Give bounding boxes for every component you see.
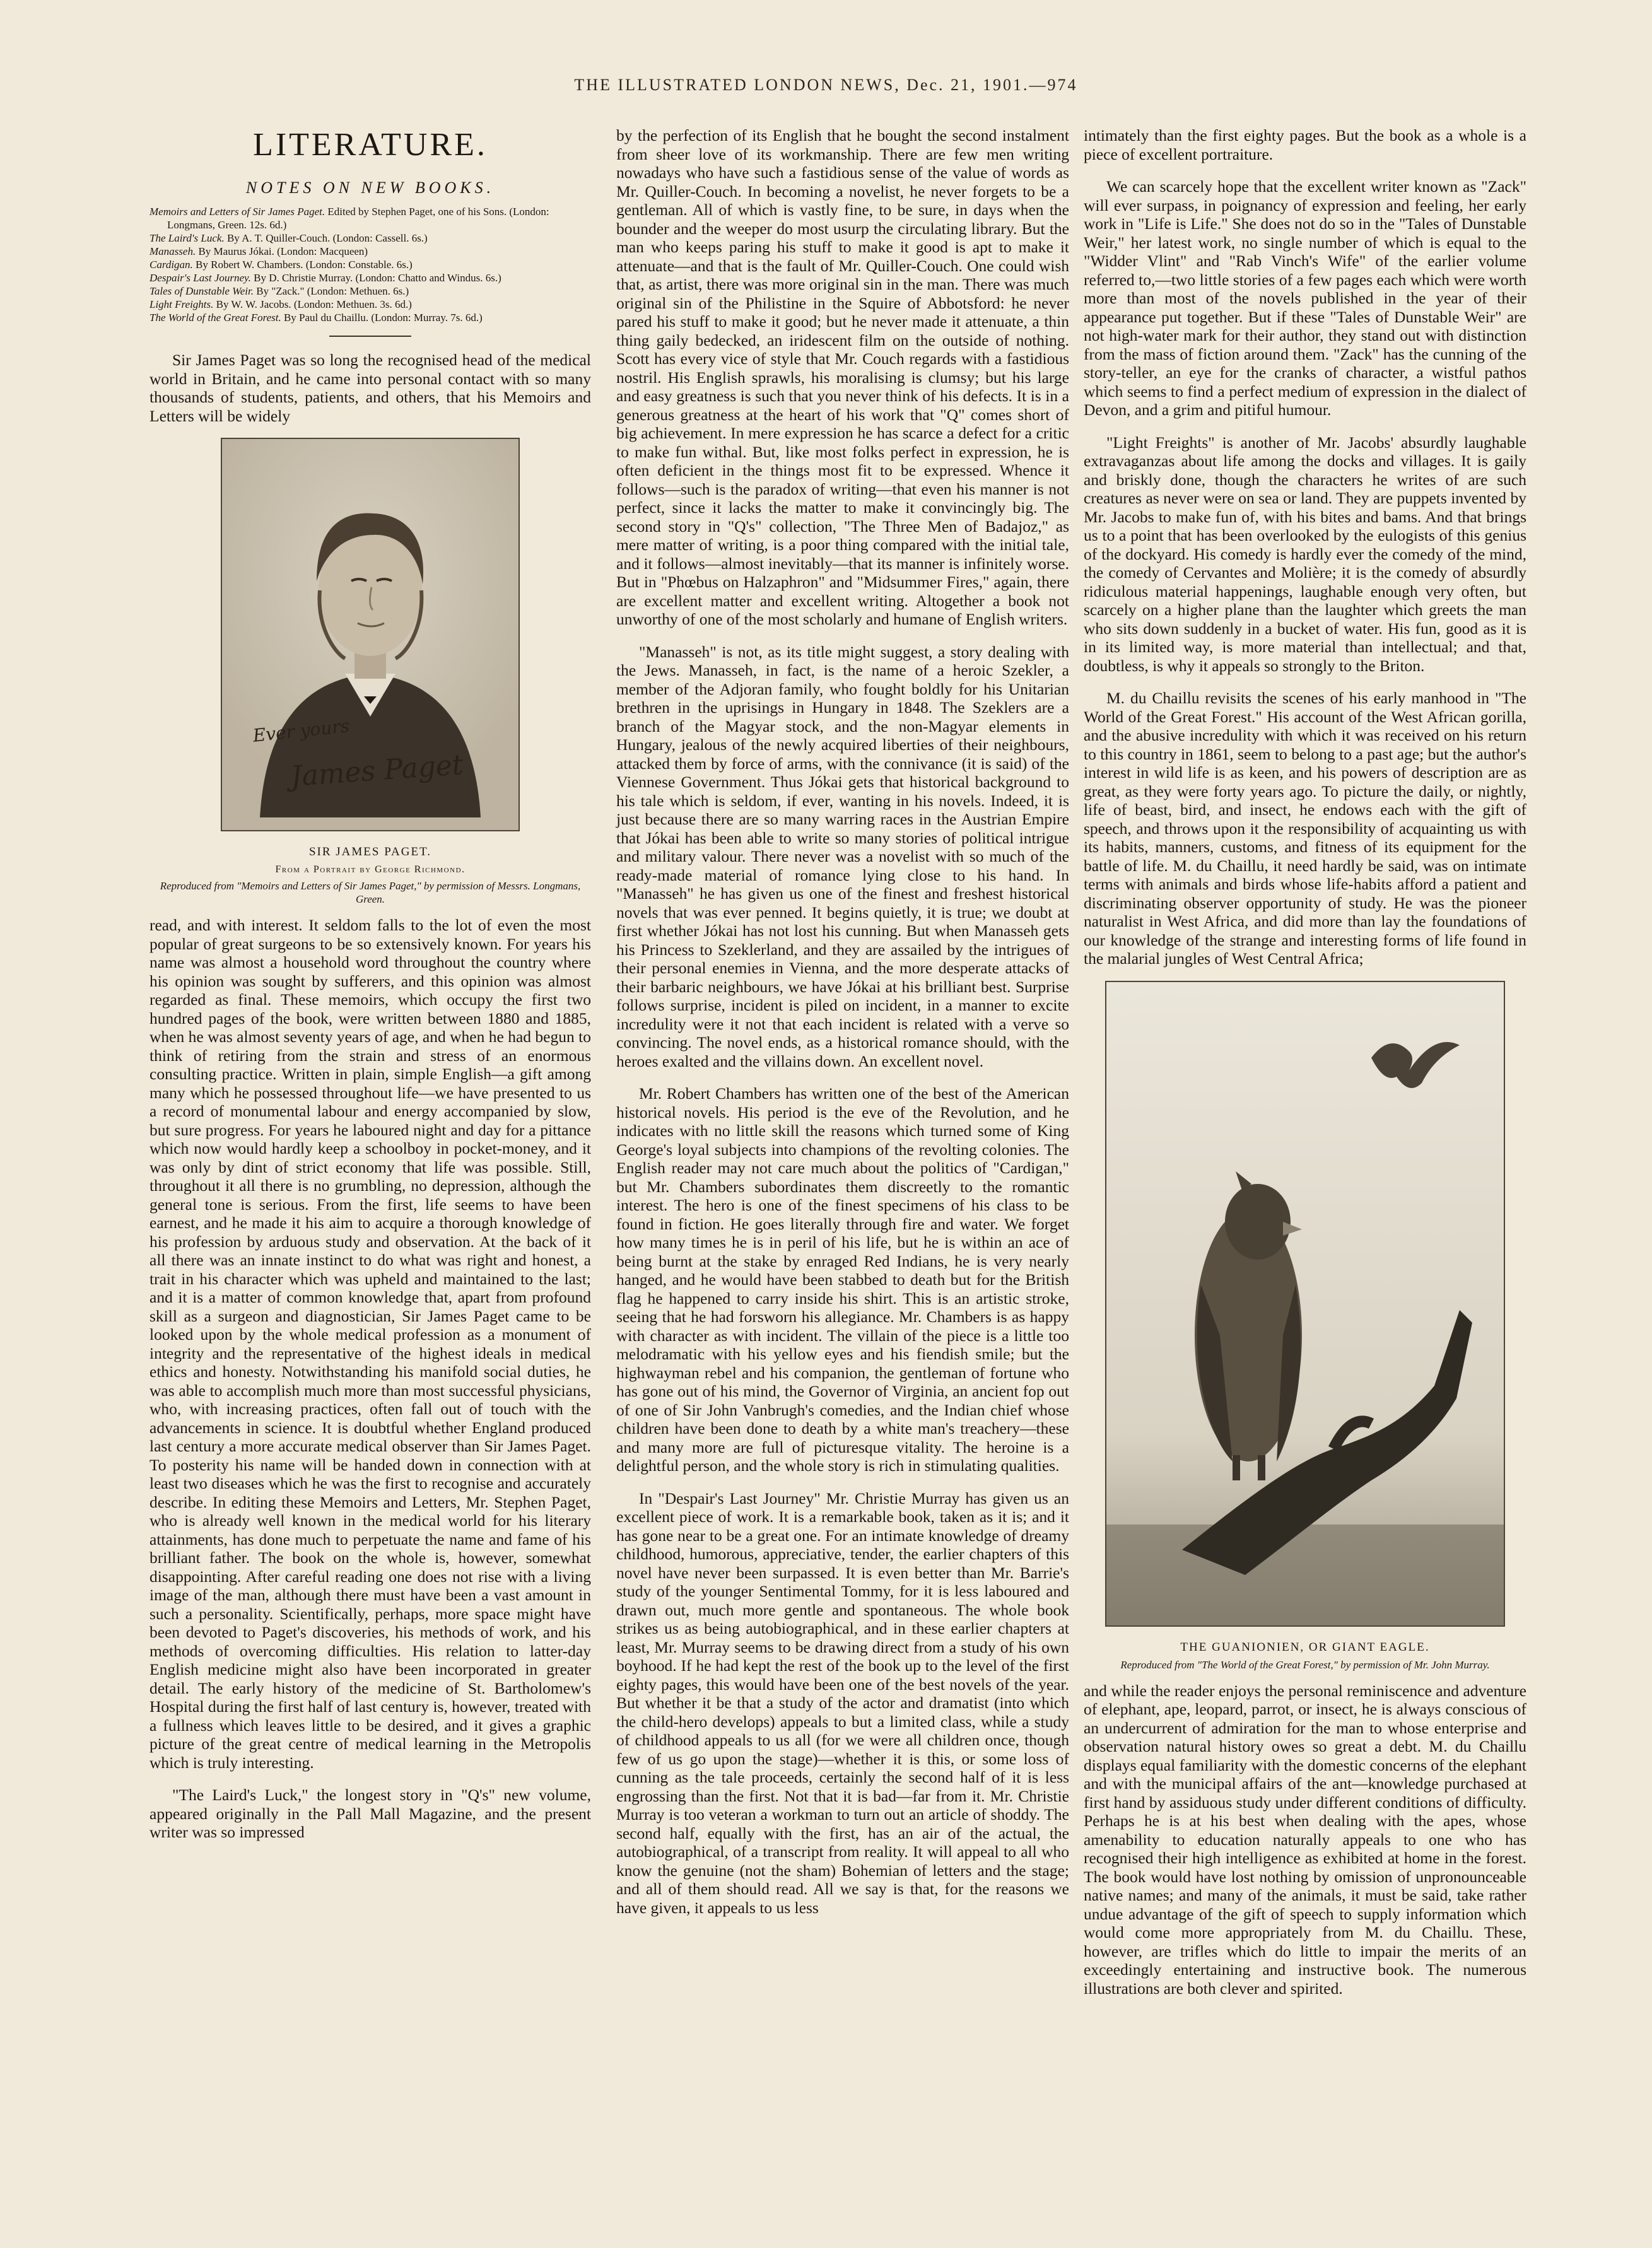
book-entry: Despair's Last Journey. By D. Christie Murray. (London: Chatto and Windus. 6s.) bbox=[149, 272, 501, 284]
paragraph: We can scarcely hope that the excellent writer known as "Zack" will ever surpass, in poignancy of expression and feeling, her early work in "Life is Life." She does not do so in the "Tales of Dunstable Weir," her latest work, no single number of which is equal to the "Widder Vlint" and "Rab Vinch's Wife" of the earlier volume referred to,—two little stories of a few pages each which were worth more than most of the novels published in the year of their appearance put together. But if these "Tales of Dunstable Weir" are not high-water mark for their author, they stand out with distinction from the mass of fiction around them. "Zack" has the cunning of the story-teller, an eye for the cranks of character, a wistful pathos which seems to find a perfect medium of expression in the dialect of Devon, and a grim and pitiful humour. bbox=[1084, 177, 1526, 419]
paragraph: M. du Chaillu revisits the scenes of his early manhood in "The World of the Great Forest." His account of the West African gorilla, and the abusive incredulity with which it was received on his return to this country in 1861, seem to belong to a past age; but the author's interest in wild life is as keen, and his powers of description are as great, as they were forty years ago. To picture the daily, or nightly, life of beast, bird, and insect, he endows each with the gift of speech, and throws upon it the responsibility of acquainting us with its habits, manners, customs, and fitness of its equipment for the battle of life. M. du Chaillu, it need hardly be said, was on intimate terms with animals and birds whose life-habits afford a patient and discriminating observer opportunity of study. He was the pioneer naturalist in West Africa, and did more than lay the foundations of our knowledge of the strange and interesting forms of life found in the malarial jungles of West Central Africa; bbox=[1084, 689, 1526, 968]
portrait-caption-credit: Reproduced from "Memoirs and Letters of Sir James Paget," by permission of Messrs. Longmans, Green. bbox=[160, 880, 581, 905]
signature-line-1: Ever yours bbox=[252, 715, 351, 746]
divider bbox=[329, 336, 411, 337]
book-entry: Light Freights. By W. W. Jacobs. (London: Methuen. 3s. 6d.) bbox=[149, 298, 412, 310]
eagle-image bbox=[1105, 981, 1505, 1627]
paragraph: and while the reader enjoys the personal reminiscence and adventure of elephant, ape, leopard, parrot, or insect, he is always conscious of an undercurrent of admiration for the man to whose enterprise and observation natural history owes so great a debt. M. du Chaillu displays equal familiarity with the domestic concerns of the elephant and with the municipal affairs of the ant—knowledge purchased at first hand by assiduous study under different conditions of difficulty. Perhaps he is at his best when dealing with the apes, whose amenability to education naturally appeals to one who has recognised their high intelligence as exhibited at home in the forest. The book would have lost nothing by omission of unpronounceable native names; and many of the animals, it must be said, take rather undue advantage of the gift of speech to supply information which would come more appropriately from M. du Chaillu. These, however, are trifles which do little to impair the merits of an exceedingly entertaining and instructive book. The numerous illustrations are both clever and spirited. bbox=[1084, 1681, 1526, 1998]
book-list bbox=[149, 205, 591, 324]
paragraph: "Light Freights" is another of Mr. Jacobs' absurdly laughable extravaganzas about life among the docks and villages. It is gaily and briskly done, though the characters he writes of are such creatures as never were on sea or land. They are puppets invented by Mr. Jacobs to make fun of, with his bites and bams. And that brings us to a point that has been overlooked by the eulogists of this genius of the dockyard. His comedy is hardly ever the comedy of the mind, the comedy of Cervantes and Molière; it is the comedy of absurdly ridiculous material happenings, laughable enough very often, but scarcely on a higher plane than the laughter which greets the man who sits down suddenly in a bucket of water. His fun, good as it is in its limited way, is more material than intellectual; and that, doubtless, is why it appeals so strongly to the Briton. bbox=[1084, 433, 1526, 675]
signature-line-2: James Paget bbox=[290, 748, 465, 793]
paragraph: "Manasseh" is not, as its title might suggest, a story dealing with the Jews. Manasseh, in fact, is the name of a heroic Szekler, a member of the Adjoran family, who fought boldly for his Unitarian brethren in the uprisings in Hungary in 1848. The Szeklers are a branch of the Magyar stock, and the non-Magyar elements in Hungary, jealous of the newly acquired liberties of their neighbours, attacked them by force of arms, with the connivance (it is said) of the Viennese Government. Thus Jókai gets that historical background to his tale which is seldom, if ever, wanting in his novels. Indeed, it is just because there are so many warring races in the Austrian Empire that Jókai has been able to write so many stories of political intrigue and military valour. There never was a novelist with so much of the ready-made material of romance lying close to his hand. In "Manasseh" he has given us one of the finest and freshest historical novels that was ever penned. It begins quietly, it is true; we doubt at first whether Jókai has not lost his cunning. But when Manasseh gets his Princess to Szeklerland, and they are assailed by the intrigues of their personal enemies in Vienna, and the more desperate attacks of their barbaric neighbours, we have Jókai at his brilliant best. Surprise follows surprise, incident is piled on incident, in a manner to excite incredulity were it not that each incident is related with a verve so convincing. The novel ends, as a historical romance should, with the heroes exalted and the villains down. An excellent novel. bbox=[616, 642, 1069, 1070]
column-2 bbox=[616, 126, 1069, 1917]
eagle-figure bbox=[1084, 981, 1526, 1671]
paragraph: "The Laird's Luck," the longest story in "Q's" new volume, appeared originally in the Pall Mall Magazine, and the present writer was so impressed bbox=[149, 1786, 591, 1841]
paragraph: Mr. Robert Chambers has written one of the best of the American historical novels. His period is the eve of the Revolution, and he indicates with no little skill the reasons which turned some of King George's loyal subjects into champions of the revolting colonies. The English reader may not care much about the politics of "Cardigan," but Mr. Chambers subordinates them discreetly to the romantic interest. The hero is one of the finest specimens of his class to be found in fiction. He goes literally through fire and water. We forget how many times he is in peril of his life, but he is within an ace of being burnt at the stake by enraged Red Indians, he is very nearly hanged, and he would have been stabbed to death but for the British flag he happened to carry inside his shirt. This is an artistic stroke, seeing that he had forsworn his allegiance. Mr. Chambers is as happy with character as with incident. The villain of the piece is a little too melodramatic with his yellow eyes and his fiendish smile; but the highwayman rebel and his companion, the gentleman of fortune who has gone out of his mind, the Governor of Virginia, an ancient fop out of one of Sir John Vanbrugh's comedies, and the Indian chief whose children have been done to death by a white man's treachery—these and many more are full of picturesque vitality. The heroine is a delightful person, and the whole story is rich in stimulating qualities. bbox=[616, 1084, 1069, 1475]
eagle-caption-title: THE GUANIONIEN, OR GIANT EAGLE. bbox=[1180, 1640, 1430, 1654]
literature-heading: LITERATURE. bbox=[253, 127, 488, 163]
book-entry: Tales of Dunstable Weir. By "Zack." (London: Methuen. 6s.) bbox=[149, 285, 409, 297]
paragraph: read, and with interest. It seldom falls to the lot of even the most popular of great surgeons to be so extensively known. For years his name was almost a household word throughout the country where his opinion was sought by sufferers, and this opinion was almost regarded as final. These memoirs, which occupy the first two hundred pages of the book, were written between 1880 and 1885, when he was almost seventy years of age, and when he had begun to think of retiring from the strain and stress of an enormous consulting practice. Written in plain, simple English—a gift among many which he possessed throughout life—we have presented to us a record of monumental labour and energy accompanied by slow, but sure progress. For years he laboured night and day for a pittance which now would hardly keep a schoolboy in pocket-money, and it was only by dint of strict economy that life was possible. Still, throughout it all there is no grumbling, no depression, although the general tone is serious. From the first, life seems to have been earnest, and he made it his aim to acquire a thorough knowledge of his profession by arduous study and observation. At the back of it all there was an innate instinct to do what was right and honest, a trait in his character which was upheld and maintained to the last; and it is a matter of common knowledge that, apart from profound skill as a surgeon and diagnostician, Sir James Paget came to be looked upon by the whole medical profession as a monument of integrity and the representative of the highest ideals in medical ethics and honesty. Notwithstanding his manifold social duties, he was able to accomplish much more than most successful physicians, who, with increasing practices, often fall out of touch with the advancements in science. It is doubtful whether England produced last century a more accurate medical observer than Sir James Paget. To posterity his name will be handed down in connection with at least two diseases which he was the first to recognise and accurately describe. In editing these Memoirs and Letters, Mr. Stephen Paget, who is already well known in the medical world for his literary attainments, has done much to perpetuate the name and fame of his brilliant father. The book on the whole is, however, somewhat disappointing. After careful reading one does not rise with a living image of the man, although there must have been a vast amount in such a personality. Scientifically, perhaps, more space might have been devoted to Paget's discoveries, his methods of work, and his methods of overcoming difficulties. His relation to latter-day English medicine might also have been incorporated in greater detail. The early history of the medicine of St. Bartholomew's Hospital during the first half of last century is, however, treated with a fullness which leaves little to be desired, and it gives a graphic picture of the great centre of medical learning in the Metropolis which is truly interesting. bbox=[149, 916, 591, 1772]
portrait-image bbox=[221, 438, 520, 831]
book-entry: Memoirs and Letters of Sir James Paget. Edited by Stephen Paget, one of his Sons. (London: Longmans, Green. 12s. 6d.) bbox=[149, 206, 549, 231]
portrait-caption-title: SIR JAMES PAGET. bbox=[308, 845, 432, 858]
book-entry: Manasseh. By Maurus Jókai. (London: Macqueen) bbox=[149, 245, 368, 257]
book-entry: The World of the Great Forest. By Paul du Chaillu. (London: Murray. 7s. 6d.) bbox=[149, 312, 483, 324]
portrait-figure bbox=[149, 438, 591, 906]
column-3 bbox=[1084, 126, 1526, 1998]
paragraph: by the perfection of its English that he bought the second instalment from sheer love of its workmanship. There are few men writing nowadays who have such a fastidious sense of the value of words as Mr. Quiller-Couch. In becoming a novelist, he never forgets to be a gentleman. All of which is vastly fine, to be sure, in days when the bounder and the weeper do most usurp the circulating library. But the man who keeps paring his stuff to make it good is apt to make it attenuate—and that is the fault of Mr. Quiller-Couch. One could wish that, as artist, there was more original sin in the man. There was much original sin of the Philistine in the Squire of Abbotsford: he never pared his stuff to make it good; but he never made it attenuate, a thin thing gaily bedecked, an iridescent film on the outside of nothing. Scott has every vice of style that Mr. Couch regards with a fastidious nostril. His English sprawls, his moralising is clumsy; but his large and easy greatness is such that you never think of his defects. It is in a generous greatness at the heart of his work that "Q" comes short of big achievement. In mere expression he has scarce a defect for a critic to make fun withal. But, like most folks perfect in expression, he is often deficient in the things most fit to be expressed. Whence it follows—such is the paradox of writing—that even his manner is not perfect, since it lacks the matter to make it convincingly big. The second story in "Q's" collection, "The Three Men of Badajoz," as mere matter of writing, is a poor thing compared with the initial tale, and it follows—almost inevitably—that its manner is infinitely worse. But in "Phœbus on Halzaphron" and "Midsummer Fires," again, there are excellent matter and excellent writing. Altogether a book not unworthy of one of the most scholarly and humane of English writers. bbox=[616, 126, 1069, 628]
eagle-illustration bbox=[1106, 982, 1504, 1625]
portrait-engraving bbox=[222, 439, 518, 830]
paragraph: In "Despair's Last Journey" Mr. Christie Murray has given us an excellent piece of work. It is a remarkable book, taken as it is; and it has gone near to be a great one. For an intimate knowledge of dreamy childhood, humorous, appreciative, tender, the earlier chapters of this novel have never been surpassed. It is even better than Mr. Barrie's study of the younger Sentimental Tommy, for it is less laboured and drawn out, much more gentle and spontaneous. The whole book strikes us as being autobiographical, and in these earlier chapters at least, Mr. Murray seems to be drawing direct from a study of his own boyhood. If he had kept the rest of the book up to the level of the first eighty pages, this would have been one of the best novels of the year. But whether it be that a study of the actor and dramatist (into which the child-hero develops) appeals to but a limited class, while a study of childhood appeals to us all (for we were all children once, though few of us go upon the stage)—whether it is this, or some loss of cunning as the tale proceeds, certainly the second half of it is less engrossing than the first. Not that it is bad—far from it. Mr. Christie Murray is too veteran a workman to turn out an article of shoddy. The second half, equally with the first, has an air of the actual, the autobiographical, of a transcript from reality. It will appeal to all who know the genuine (not the sham) Bohemian of letters and the stage; and all of them should read. All we say is that, for the reasons we have given, it appeals to us less bbox=[616, 1489, 1069, 1917]
notes-heading: NOTES ON NEW BOOKS. bbox=[245, 179, 495, 197]
book-entry: The Laird's Luck. By A. T. Quiller-Couch. (London: Cassell. 6s.) bbox=[149, 232, 428, 244]
running-head: THE ILLUSTRATED LONDON NEWS, Dec. 21, 1901.—974 bbox=[574, 76, 1078, 94]
paragraph: Sir James Paget was so long the recognised head of the medical world in Britain, and he came into personal contact with so many thousands of students, patients, and others, that his Memoirs and Letters will be widely bbox=[149, 351, 591, 425]
eagle-caption-credit: Reproduced from "The World of the Great Forest," by permission of Mr. John Murray. bbox=[1120, 1658, 1490, 1671]
paragraph: intimately than the first eighty pages. But the book as a whole is a piece of excellent portraiture. bbox=[1084, 126, 1526, 163]
column-1 bbox=[149, 126, 591, 1842]
portrait-caption-subtitle: From a Portrait by George Richmond. bbox=[275, 864, 466, 875]
book-entry: Cardigan. By Robert W. Chambers. (London: Constable. 6s.) bbox=[149, 259, 413, 271]
